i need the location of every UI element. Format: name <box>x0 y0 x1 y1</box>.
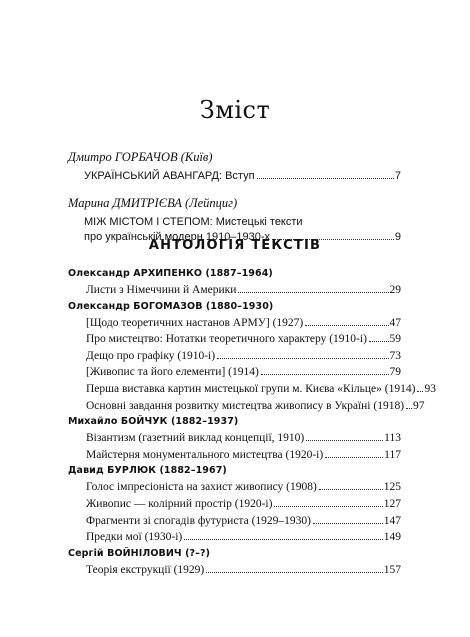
toc-entry-title: Теорія екструкції (1929) <box>86 563 205 576</box>
leader-dots <box>305 325 388 326</box>
toc-entry <box>86 382 436 395</box>
toc-line-page: 9 <box>394 231 401 243</box>
toc-entry <box>86 449 401 461</box>
toc-entry <box>86 481 401 493</box>
toc-plain-line: МІЖ МІСТОМ І СТЕПОМ: Мистецькі тексти <box>84 216 303 228</box>
toc-entry-page: 127 <box>383 497 401 510</box>
leader-dots <box>238 292 388 293</box>
leader-dots <box>184 539 382 540</box>
toc-line <box>68 170 401 182</box>
leader-dots <box>325 457 383 458</box>
toc-entry-page: 79 <box>389 366 401 379</box>
toc-entry-page: 149 <box>383 531 401 544</box>
toc-entry <box>86 317 401 329</box>
toc-entry-page: 157 <box>383 563 401 576</box>
toc-entry-title: Перша виставка картин мистецької групи м. Києва «Кільце» (1914) <box>86 382 416 395</box>
toc-entry <box>86 333 401 345</box>
anthology-list <box>68 268 436 580</box>
author-group <box>68 548 401 576</box>
leader-dots <box>417 391 423 392</box>
toc-entry <box>86 531 401 543</box>
toc-entry-title: Дещо про графіку (1910-і) <box>86 349 216 362</box>
toc-line-page: 7 <box>394 170 401 182</box>
toc-entry <box>86 564 401 576</box>
toc-entry-title: Предки мої (1930-і) <box>86 531 183 544</box>
toc-entry <box>86 498 401 510</box>
author-heading: Давид БУРЛЮК (1882–1967) <box>68 465 227 477</box>
leader-dots <box>369 341 389 342</box>
section-title: АНТОЛОГІЯ ТЕКСТІВ <box>148 238 322 253</box>
author-group <box>68 268 401 296</box>
toc-line-text: про українській модерн 1910–1930-х <box>84 231 271 243</box>
toc-entry-page: 47 <box>389 316 401 329</box>
author-heading: Олександр БОГОМАЗОВ (1880–1930) <box>68 300 274 312</box>
toc-entry <box>86 350 401 362</box>
toc-entry-page: 147 <box>383 514 401 527</box>
author-group <box>68 465 401 543</box>
leader-dots <box>306 440 383 441</box>
front-author-2: Марина ДМИТРІЄВА (Лейпциг) <box>68 196 238 210</box>
page-title: Зміст <box>199 96 271 124</box>
toc-entry-page: 113 <box>384 432 401 445</box>
toc-entry-title: Фрагменти зі спогадів футуриста (1929–1930) <box>86 514 311 527</box>
toc-entry <box>86 284 401 296</box>
front-author-1: Дмитро ГОРБАЧОВ (Київ) <box>68 150 213 164</box>
leader-dots <box>313 523 383 524</box>
toc-entry-page: 125 <box>383 481 401 494</box>
front-matter <box>68 150 401 247</box>
toc-entry-title: Візантизм (газетний виклад концепції, 1910) <box>86 432 305 445</box>
toc-entry-page: 117 <box>384 448 401 461</box>
leader-dots <box>274 506 382 507</box>
author-heading: Сергій ВОЙНІЛОВИЧ (?–?) <box>68 547 211 559</box>
leader-dots <box>257 178 394 179</box>
toc-entry-page: 29 <box>389 284 401 296</box>
toc-entry-title: Голос імпресіоніста на захист живопису (1908) <box>86 481 317 494</box>
leader-dots <box>261 374 389 375</box>
toc-entry <box>86 399 425 412</box>
toc-entry-title: Майстерня монументального мистецтва (1920-і) <box>86 448 324 461</box>
leader-dots <box>217 358 388 359</box>
leader-dots <box>319 489 383 490</box>
leader-dots <box>206 572 383 573</box>
leader-dots <box>406 408 412 409</box>
author-group <box>68 300 436 412</box>
author-heading: Михайло БОЙЧУК (1882–1937) <box>68 416 239 428</box>
author-group <box>68 416 401 461</box>
toc-entry-page: 59 <box>389 333 401 346</box>
toc-entry-title: Про мистецтво: Нотатки теоретичного характеру (1910-і) <box>86 333 367 346</box>
author-heading: Олександр АРХИПЕНКО (1887–1964) <box>68 268 273 279</box>
toc-entry <box>86 366 401 378</box>
toc-entry <box>86 432 401 444</box>
toc-entry-title: Живопис — колірний простір (1920-і) <box>86 497 273 510</box>
toc-entry-title: Основні завдання розвитку мистецтва живопису в Україні (1918) <box>86 399 405 412</box>
toc-line-text: УКРАЇНСЬКИЙ АВАНГАРД: Вступ <box>84 170 255 182</box>
toc-entry-title: [Щодо теоретичних настанов АРМУ] (1927) <box>86 316 304 329</box>
toc-entry <box>86 515 401 527</box>
toc-entry-page: 97 <box>413 399 425 412</box>
toc-entry-page: 73 <box>389 349 401 362</box>
toc-entry-page: 93 <box>424 382 436 395</box>
toc-entry-title: [Живопис та його елементи] (1914) <box>86 366 259 379</box>
toc-entry-title: Листи з Німеччини й Америки <box>86 284 237 296</box>
